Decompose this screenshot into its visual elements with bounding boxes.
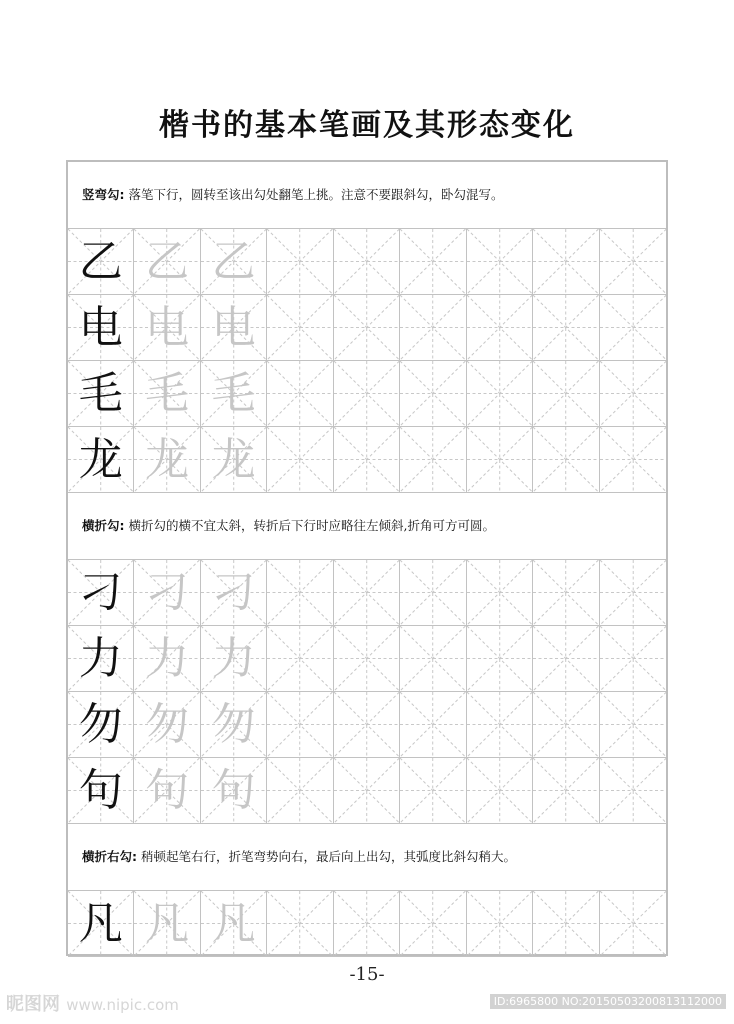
- model-character: 电: [78, 301, 123, 353]
- practice-cell: [68, 427, 134, 493]
- trace-character: 勿: [145, 698, 190, 750]
- trace-character: 毛: [145, 367, 190, 419]
- grid-row: [68, 626, 666, 692]
- cell-guide-lines: [267, 560, 332, 625]
- practice-cell: [467, 626, 533, 692]
- practice-cell: [600, 427, 666, 493]
- practice-cell: [600, 229, 666, 295]
- section-note-2: [68, 493, 666, 559]
- practice-cell: [533, 891, 599, 957]
- practice-cell: [467, 692, 533, 758]
- page-number: -15-: [349, 964, 385, 985]
- cell-guide-lines: [533, 758, 598, 823]
- trace-character: 凡: [145, 897, 190, 949]
- cell-guide-lines: [600, 361, 666, 426]
- cell-guide-lines: [334, 229, 399, 294]
- trace-character: 刁: [211, 566, 256, 618]
- cell-guide-lines: [267, 361, 332, 426]
- stroke-label: 横折勾:: [82, 518, 125, 533]
- cell-guide-lines: [334, 295, 399, 360]
- cell-guide-lines: [400, 560, 465, 625]
- practice-cell: [600, 891, 666, 957]
- practice-sheet: [66, 160, 668, 956]
- practice-cell: [400, 295, 466, 361]
- cell-guide-lines: [467, 229, 532, 294]
- practice-cell: [600, 758, 666, 824]
- practice-cell: [600, 626, 666, 692]
- practice-cell: [201, 427, 267, 493]
- practice-cell: [467, 758, 533, 824]
- practice-cell: [533, 758, 599, 824]
- practice-cell: [68, 361, 134, 427]
- practice-cell: [467, 560, 533, 626]
- practice-cell: [334, 295, 400, 361]
- practice-cell: [400, 560, 466, 626]
- cell-guide-lines: [600, 626, 666, 691]
- trace-character: 力: [211, 632, 256, 684]
- practice-cell: [533, 361, 599, 427]
- cell-guide-lines: [334, 626, 399, 691]
- cell-guide-lines: [600, 229, 666, 294]
- grid-row: [68, 559, 666, 626]
- practice-cell: [201, 361, 267, 427]
- grid-row: [68, 692, 666, 758]
- cell-guide-lines: [533, 427, 598, 492]
- grid-row: [68, 295, 666, 361]
- practice-cell: [334, 891, 400, 957]
- practice-cell: [467, 229, 533, 295]
- cell-guide-lines: [533, 295, 598, 360]
- model-character: 句: [78, 764, 123, 816]
- trace-character: 力: [145, 632, 190, 684]
- practice-cell: [334, 560, 400, 626]
- cell-guide-lines: [600, 758, 666, 823]
- cell-guide-lines: [334, 361, 399, 426]
- practice-cell: [267, 692, 333, 758]
- practice-cell: [134, 361, 200, 427]
- practice-cell: [267, 361, 333, 427]
- practice-cell: [267, 626, 333, 692]
- cell-guide-lines: [467, 692, 532, 757]
- watermark-url: www.nipic.com: [66, 996, 179, 1014]
- practice-cell: [600, 560, 666, 626]
- practice-cell: [267, 560, 333, 626]
- trace-character: 乙: [211, 235, 256, 287]
- practice-cell: [533, 560, 599, 626]
- cell-guide-lines: [533, 361, 598, 426]
- practice-cell: [201, 229, 267, 295]
- practice-cell: [68, 891, 134, 957]
- practice-cell: [334, 229, 400, 295]
- trace-character: 凡: [211, 897, 256, 949]
- practice-cell: [267, 758, 333, 824]
- practice-cell: [600, 295, 666, 361]
- practice-cell: [400, 361, 466, 427]
- cell-guide-lines: [267, 692, 332, 757]
- watermark-brand: [6, 990, 179, 1016]
- cell-guide-lines: [267, 229, 332, 294]
- cell-guide-lines: [334, 758, 399, 823]
- practice-cell: [134, 229, 200, 295]
- cell-guide-lines: [400, 891, 465, 956]
- model-character: 凡: [78, 897, 123, 949]
- practice-cell: [68, 295, 134, 361]
- grid-row: [68, 361, 666, 427]
- practice-cell: [334, 692, 400, 758]
- practice-cell: [201, 891, 267, 957]
- trace-character: 毛: [211, 367, 256, 419]
- cell-guide-lines: [467, 427, 532, 492]
- cell-guide-lines: [467, 560, 532, 625]
- practice-cell: [334, 626, 400, 692]
- model-character: 力: [78, 632, 123, 684]
- cell-guide-lines: [533, 560, 598, 625]
- trace-character: 龙: [211, 433, 256, 485]
- trace-character: 龙: [145, 433, 190, 485]
- cell-guide-lines: [467, 361, 532, 426]
- practice-cell: [533, 626, 599, 692]
- practice-cell: [467, 427, 533, 493]
- cell-guide-lines: [533, 229, 598, 294]
- practice-cell: [68, 758, 134, 824]
- practice-cell: [134, 427, 200, 493]
- cell-guide-lines: [334, 692, 399, 757]
- trace-character: 刁: [145, 566, 190, 618]
- cell-guide-lines: [600, 295, 666, 360]
- stroke-description: 横折勾的横不宜太斜，转折后下行时应略往左倾斜,折角可方可圆。: [128, 518, 495, 533]
- practice-cell: [68, 692, 134, 758]
- practice-cell: [201, 692, 267, 758]
- practice-cell: [134, 626, 200, 692]
- practice-cell: [533, 427, 599, 493]
- cell-guide-lines: [267, 626, 332, 691]
- practice-cell: [600, 692, 666, 758]
- grid-row: [68, 427, 666, 493]
- section-note-3: [68, 824, 666, 890]
- grid-row: [68, 758, 666, 824]
- practice-cell: [68, 560, 134, 626]
- cell-guide-lines: [533, 626, 598, 691]
- practice-cell: [400, 229, 466, 295]
- cell-guide-lines: [400, 229, 465, 294]
- cell-guide-lines: [400, 427, 465, 492]
- practice-cell: [533, 295, 599, 361]
- cell-guide-lines: [400, 692, 465, 757]
- practice-cell: [400, 427, 466, 493]
- practice-cell: [134, 891, 200, 957]
- practice-cell: [467, 891, 533, 957]
- practice-cell: [467, 295, 533, 361]
- cell-guide-lines: [334, 427, 399, 492]
- cell-guide-lines: [400, 758, 465, 823]
- cell-guide-lines: [267, 891, 332, 956]
- cell-guide-lines: [600, 891, 666, 956]
- practice-cell: [267, 295, 333, 361]
- practice-cell: [400, 891, 466, 957]
- practice-cell: [400, 626, 466, 692]
- trace-character: 勿: [211, 698, 256, 750]
- stroke-label: 横折右勾:: [82, 849, 137, 864]
- model-character: 龙: [78, 433, 123, 485]
- practice-cell: [600, 361, 666, 427]
- section-note-1: [68, 162, 666, 228]
- watermark-id: ID:6965800 NO:20150503200813112000: [490, 994, 726, 1009]
- cell-guide-lines: [267, 427, 332, 492]
- practice-cell: [201, 295, 267, 361]
- practice-cell: [334, 427, 400, 493]
- grid-row: [68, 228, 666, 295]
- practice-cell: [134, 295, 200, 361]
- stroke-description: 落笔下行，圆转至该出勾处翻笔上挑。注意不要跟斜勾，卧勾混写。: [128, 187, 504, 202]
- practice-cell: [400, 758, 466, 824]
- cell-guide-lines: [600, 692, 666, 757]
- practice-cell: [68, 626, 134, 692]
- cell-guide-lines: [267, 295, 332, 360]
- page-title: 楷书的基本笔画及其形态变化: [159, 108, 575, 143]
- trace-character: 句: [211, 764, 256, 816]
- practice-cell: [201, 560, 267, 626]
- model-character: 刁: [78, 566, 123, 618]
- practice-cell: [334, 758, 400, 824]
- cell-guide-lines: [533, 891, 598, 956]
- practice-cell: [134, 758, 200, 824]
- cell-guide-lines: [467, 295, 532, 360]
- trace-character: 句: [145, 764, 190, 816]
- practice-cell: [68, 229, 134, 295]
- cell-guide-lines: [400, 626, 465, 691]
- trace-character: 乙: [145, 235, 190, 287]
- cell-guide-lines: [267, 758, 332, 823]
- grid-row: [68, 890, 666, 957]
- practice-cell: [267, 891, 333, 957]
- cell-guide-lines: [467, 626, 532, 691]
- cell-guide-lines: [533, 692, 598, 757]
- stroke-label: 竖弯勾:: [82, 187, 125, 202]
- practice-cell: [533, 692, 599, 758]
- cell-guide-lines: [400, 361, 465, 426]
- practice-cell: [267, 229, 333, 295]
- watermark-brand-name: 昵图网: [6, 994, 60, 1015]
- practice-cell: [134, 692, 200, 758]
- cell-guide-lines: [600, 560, 666, 625]
- practice-cell: [201, 626, 267, 692]
- stroke-description: 稍顿起笔右行，折笔弯势向右，最后向上出勾，其弧度比斜勾稍大。: [140, 849, 516, 864]
- model-character: 毛: [78, 367, 123, 419]
- practice-cell: [400, 692, 466, 758]
- trace-character: 电: [211, 301, 256, 353]
- trace-character: 电: [145, 301, 190, 353]
- model-character: 勿: [78, 698, 123, 750]
- cell-guide-lines: [400, 295, 465, 360]
- cell-guide-lines: [334, 560, 399, 625]
- practice-cell: [467, 361, 533, 427]
- cell-guide-lines: [334, 891, 399, 956]
- practice-cell: [134, 560, 200, 626]
- practice-cell: [334, 361, 400, 427]
- cell-guide-lines: [600, 427, 666, 492]
- practice-cell: [267, 427, 333, 493]
- cell-guide-lines: [467, 891, 532, 956]
- practice-cell: [201, 758, 267, 824]
- cell-guide-lines: [467, 758, 532, 823]
- model-character: 乙: [78, 235, 123, 287]
- practice-cell: [533, 229, 599, 295]
